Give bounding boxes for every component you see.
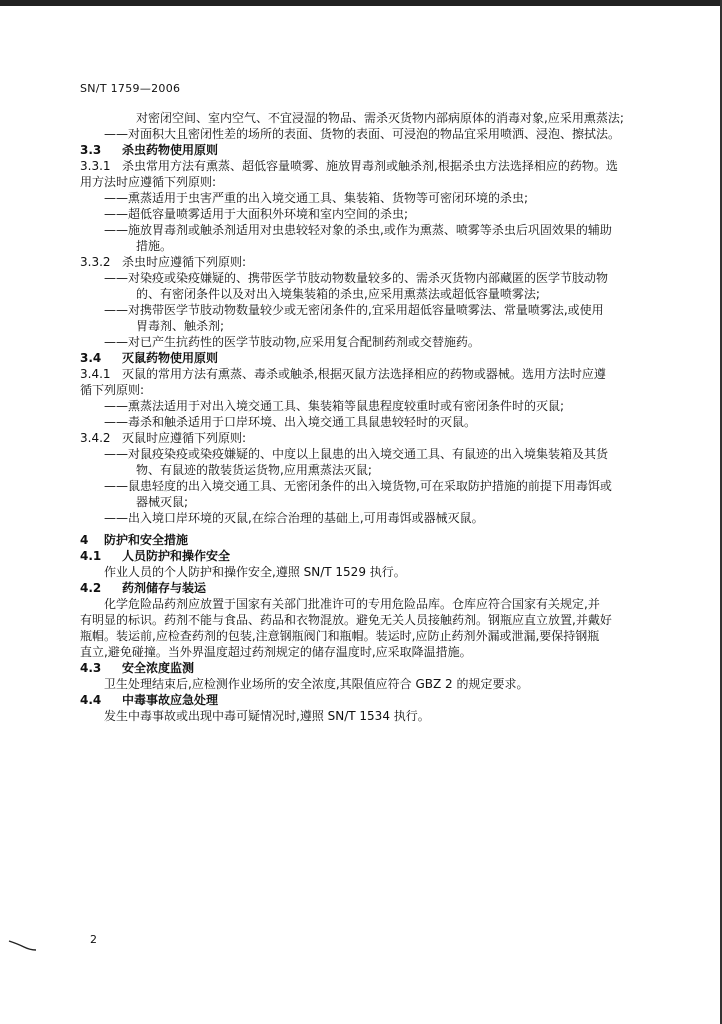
text-line-l29: 作业人员的个人防护和操作安全,遵照 SN/T 1529 执行。 [104,565,406,579]
text-line-l08: ——施放胃毒剂或触杀剂适用对虫患较轻对象的杀虫,或作为熏蒸、喷雾等杀虫后巩固效果的辅助 [104,223,612,237]
text-line-l18: 循下列原则: [80,383,145,397]
scan-top-edge [0,0,722,6]
clause-3-4-2: 3.4.2 灭鼠时应遵循下列原则: [80,431,247,445]
text-line-l05: 用方法时应遵循下列原则: [80,175,217,189]
text-line-l14: 胃毒剂、触杀剂; [136,319,225,333]
text-line-l32: 有明显的标识。药剂不能与食品、药品和衣物混放。避免无关人员接触药剂。钢瓶应直立放置,并戴好 [80,613,612,627]
text-line-l31: 化学危险品药剂应放置于国家有关部门批准许可的专用危险品库。仓库应符合国家有关规定,并 [104,597,600,611]
clause-3-3-1: 3.3.1 杀虫常用方法有熏蒸、超低容量喷雾、施放胃毒剂或触杀剂,根据杀虫方法选择相应的药物。选 [80,159,618,173]
text-line-l20: ——毒杀和触杀适用于口岸环境、出入境交通工具鼠患较轻时的灭鼠。 [104,415,477,429]
section-heading-3-4: 3.4 灭鼠药物使用原则 [80,351,219,365]
section-heading-4-3: 4.3 安全浓度监测 [80,661,195,675]
clause-3-4-1: 3.4.1 灭鼠的常用方法有熏蒸、毒杀或触杀,根据灭鼠方法选择相应的药物或器械。选用方法时应遵 [80,367,606,381]
text-line-l38: 发生中毒事故或出现中毒可疑情况时,遵照 SN/T 1534 执行。 [104,709,430,723]
text-line-l33: 瓶帽。装运前,应检查药剂的包装,注意钢瓶阀门和瓶帽。装运时,应防止药剂外漏或泄漏,要保持钢瓶 [80,629,600,643]
text-line-l11: ——对染疫或染疫嫌疑的、携带医学节肢动物数量较多的、需杀灭货物内部藏匿的医学节肢动物 [104,271,609,285]
text-line-l01: 对密闭空间、室内空气、不宜浸湿的物品、需杀灭货物内部病原体的消毒对象,应采用熏蒸法; [136,111,624,125]
text-line-l26: ——出入境口岸环境的灭鼠,在综合治理的基础上,可用毒饵或器械灭鼠。 [104,511,484,525]
text-line-l12: 的、有密闭条件以及对出入境集装箱的杀虫,应采用熏蒸法或超低容量喷雾法; [136,287,540,301]
text-line-l13: ——对携带医学节肢动物数量较少或无密闭条件的,宜采用超低容量喷雾法、常量喷雾法,或使用 [104,303,604,317]
chapter-heading-4: 4 防护和安全措施 [80,533,189,547]
text-line-l23: 物、有鼠迹的散装货运货物,应用熏蒸法灭鼠; [136,463,372,477]
text-line-l34: 直立,避免碰撞。当外界温度超过药剂规定的储存温度时,应采取降温措施。 [80,645,472,659]
text-line-l09: 措施。 [136,239,173,253]
text-line-l22: ——对鼠疫染疫或染疫嫌疑的、中度以上鼠患的出入境交通工具、有鼠迹的出入境集装箱及其货 [104,447,609,461]
document-body [80,110,656,724]
text-line-l19: ——熏蒸法适用于对出入境交通工具、集装箱等鼠患程度较重时或有密闭条件时的灭鼠; [104,399,565,413]
scan-pen-mark [8,938,38,952]
section-heading-4-1: 4.1 人员防护和操作安全 [80,549,231,563]
clause-3-3-2: 3.3.2 杀虫时应遵循下列原则: [80,255,247,269]
text-line-l07: ——超低容量喷雾适用于大面积外环境和室内空间的杀虫; [104,207,409,221]
text-line-l36: 卫生处理结束后,应检测作业场所的安全浓度,其限值应符合 GBZ 2 的规定要求。 [104,677,529,691]
section-heading-4-4: 4.4 中毒事故应急处理 [80,693,219,707]
section-heading-4-2: 4.2 药剂储存与装运 [80,581,207,595]
text-line-l25: 器械灭鼠; [136,495,189,509]
standard-code-header: SN/T 1759—2006 [80,82,181,95]
text-line-l24: ——鼠患轻度的出入境交通工具、无密闭条件的出入境货物,可在采取防护措施的前提下用毒饵或 [104,479,612,493]
section-heading-3-3: 3.3 杀虫药物使用原则 [80,143,219,157]
page-number: 2 [90,933,97,946]
text-line-l15: ——对已产生抗药性的医学节肢动物,应采用复合配制药剂或交替施药。 [104,335,480,349]
text-line-l06: ——熏蒸适用于虫害严重的出入境交通工具、集装箱、货物等可密闭环境的杀虫; [104,191,529,205]
text-line-l02: ——对面积大且密闭性差的场所的表面、货物的表面、可浸泡的物品宜采用喷洒、浸泡、擦拭法。 [104,127,621,141]
